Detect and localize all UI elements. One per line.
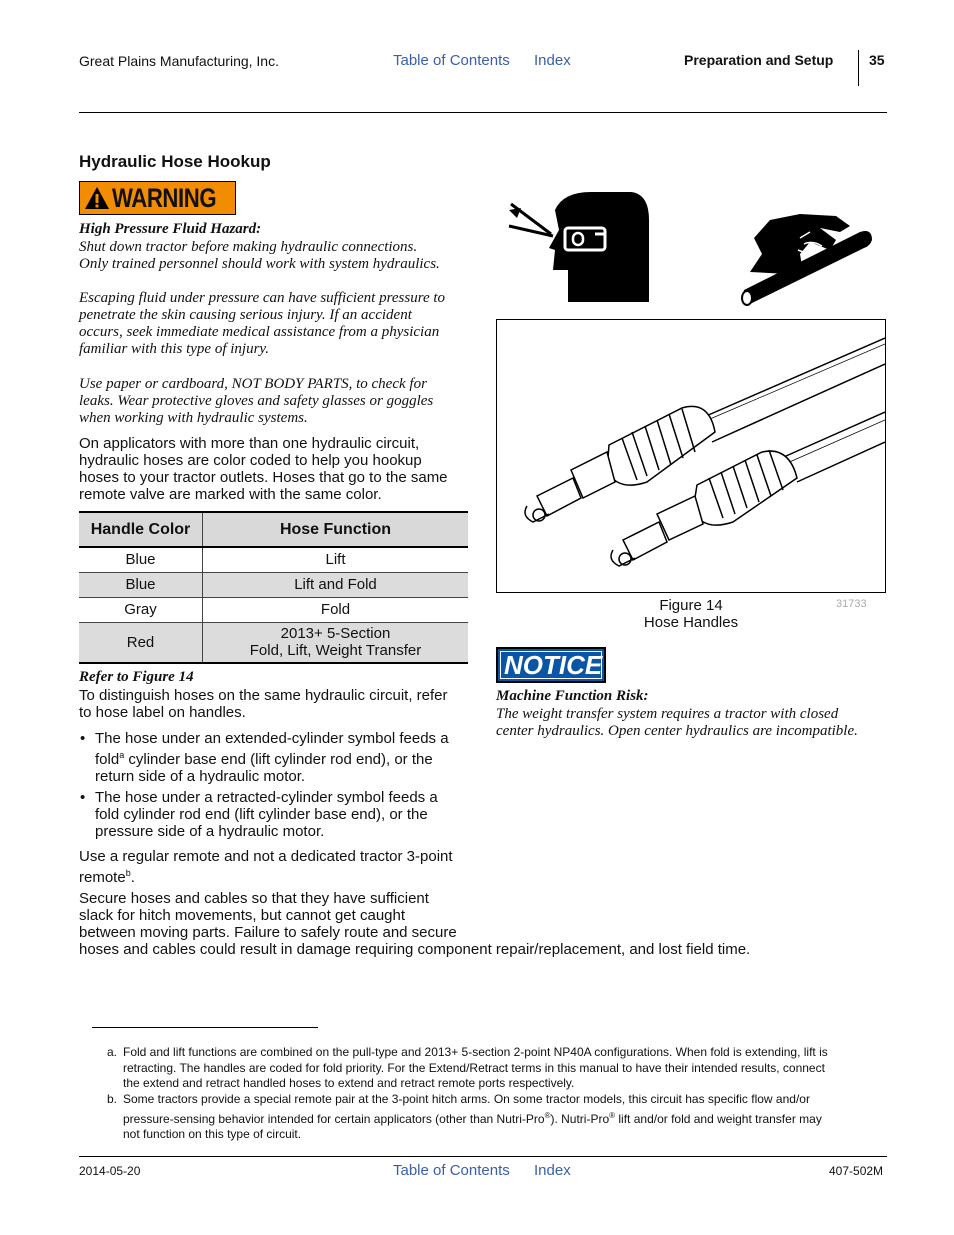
- bullet-dot: •: [80, 789, 86, 806]
- header-divider: [858, 50, 859, 86]
- notice-heading: Machine Function Risk:: [496, 688, 649, 704]
- table-cell-color: Blue: [79, 547, 203, 572]
- warning-heading: High Pressure Fluid Hazard:: [79, 221, 262, 237]
- footnote-b: Some tractors provide a special remote pair at the 3-point hitch arms. On some tractor models, this circuit has specific flow and/or pressure-sensing behavior intended for certain applicators (other than Nutri-Pro®). Nutri-Pro® lift and/or fold and weight transfer may not function on this type of circuit.: [123, 1092, 822, 1141]
- table-cell-function: 2013+ 5-Section Fold, Lift, Weight Transfer: [203, 622, 469, 663]
- warning-paragraph-1: Shut down tractor before making hydraulic connections. Only trained personnel should work with system hydraulics.: [79, 239, 440, 272]
- footnote-rule: [92, 1027, 318, 1028]
- safety-goggles-icon: [503, 190, 653, 308]
- warning-paragraph-2: Escaping fluid under pressure can have sufficient pressure to penetrate the skin causing serious injury. If an accident occurs, seek immediate medical assistance from a physician familiar with this type of injury.: [79, 290, 446, 357]
- footnote-b-mark: b.: [107, 1092, 118, 1106]
- index-link[interactable]: Index: [534, 52, 571, 69]
- footnote-a: Fold and lift functions are combined on the pull-type and 2013+ 5-section 2-point NP40A configurations. When fold is extending, lift is retracting. The handles are coded for fold priority. For the Extend/Retract terms in this manual to have their intended results, connect the extend and retract handled hoses to extend and retract remote ports respectively.: [123, 1045, 828, 1090]
- bullet-item: The hose under an extended-cylinder symbol feeds a fold$^a$ cylinder base end (lift cylinder rod end), or the return side of a hydraulic motor.: [95, 730, 449, 785]
- table-row: [79, 572, 468, 597]
- bullet-dot: •: [80, 730, 86, 747]
- footer-rule: [79, 1156, 887, 1157]
- notice-badge: [496, 647, 606, 683]
- figure-label: Figure 14: [659, 597, 723, 614]
- footnote-a-mark: a.: [107, 1045, 118, 1059]
- table-header-hose-function: Hose Function: [203, 512, 469, 547]
- warning-triangle-icon: [84, 186, 110, 210]
- hand-injection-hazard-icon: [740, 210, 875, 310]
- figure-id: 31733: [836, 598, 867, 610]
- warning-badge: [79, 181, 236, 215]
- table-header-handle-color: Handle Color: [79, 512, 203, 547]
- footer-date: 2014-05-20: [79, 1164, 141, 1178]
- notice-label: NOTICE: [504, 650, 603, 680]
- company-name: Great Plains Manufacturing, Inc.: [79, 53, 279, 69]
- header-rule: [79, 112, 887, 113]
- intro-paragraph: On applicators with more than one hydraulic circuit, hydraulic hoses are color coded to help you hookup hoses to your tractor outlets. Hoses that go to the same remote valve are marked with the same color.: [79, 435, 448, 503]
- figure-hose-handles: [496, 319, 886, 593]
- section-name: Preparation and Setup: [684, 52, 834, 68]
- bullet-item: The hose under a retracted-cylinder symbol feeds a fold cylinder rod end (lift cylinder base end), or the pressure side of a hydraulic motor.: [95, 789, 438, 840]
- table-cell-color: Gray: [79, 597, 203, 622]
- figure-title: Hose Handles: [643, 614, 739, 631]
- table-header-row: [79, 512, 468, 547]
- page-number: 35: [869, 52, 885, 68]
- footer-index-link[interactable]: Index: [534, 1162, 571, 1179]
- table-cell-function: Fold: [203, 597, 469, 622]
- footer-doc-number: 407-502M: [829, 1164, 884, 1178]
- table-cell-color: Blue: [79, 572, 203, 597]
- figure-caption: [496, 597, 886, 631]
- section-title: Hydraulic Hose Hookup: [79, 152, 271, 171]
- hose-color-table: [79, 511, 468, 664]
- warning-paragraph-3: Use paper or cardboard, NOT BODY PARTS, to check for leaks. Wear protective gloves and safety glasses or goggles when working with hydraulic systems.: [79, 376, 434, 426]
- secure-paragraph: Secure hoses and cables so that they have sufficient slack for hitch movements, but cannot get caught between moving parts. Failure to safely route and secure hoses and cables could result in damage requiring component repair/replacement, and lost field time.: [79, 890, 751, 958]
- table-row: [79, 622, 468, 663]
- remote-paragraph: Use a regular remote and not a dedicated tractor 3-point remote$^b$.: [79, 848, 453, 886]
- table-cell-function: Lift: [203, 547, 469, 572]
- footer-toc-link[interactable]: Table of Contents: [393, 1162, 510, 1179]
- table-row: [79, 597, 468, 622]
- figure-reference: Refer to Figure 14: [79, 669, 194, 685]
- distinguish-paragraph: To distinguish hoses on the same hydraulic circuit, refer to hose label on handles.: [79, 687, 448, 721]
- notice-text: The weight transfer system requires a tractor with closed center hydraulics. Open center hydraulics are incompatible.: [496, 706, 858, 739]
- hose-handles-illustration: [497, 320, 885, 592]
- warning-label: WARNING: [112, 183, 217, 213]
- table-cell-function: Lift and Fold: [203, 572, 469, 597]
- table-row: [79, 547, 468, 572]
- toc-link[interactable]: Table of Contents: [393, 52, 510, 69]
- table-cell-color: Red: [79, 622, 203, 663]
